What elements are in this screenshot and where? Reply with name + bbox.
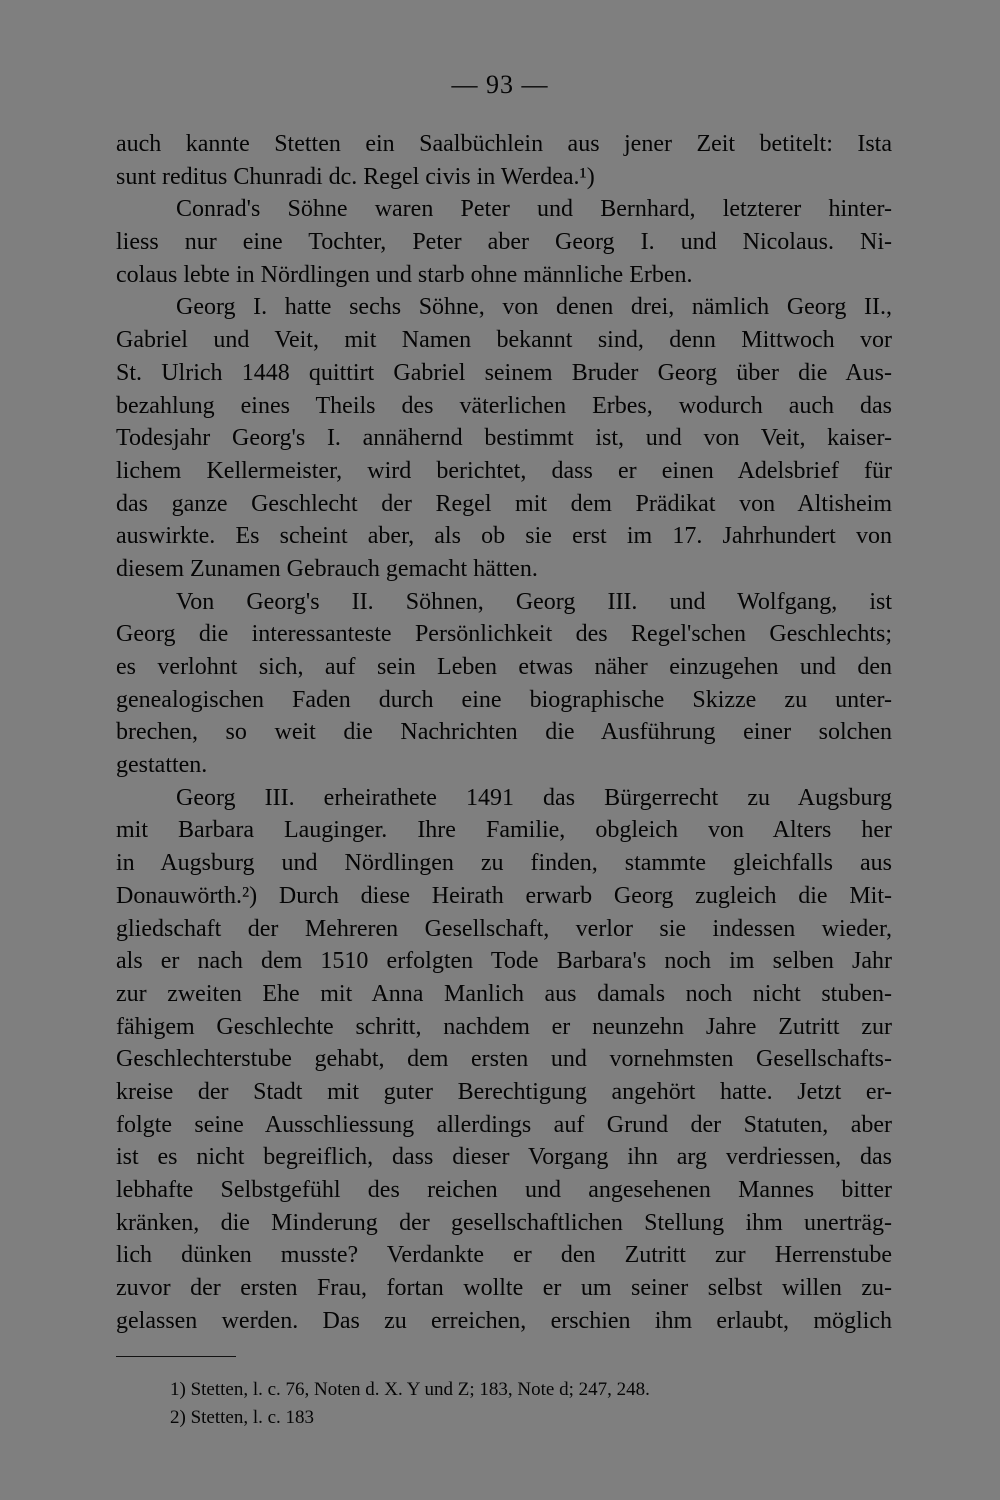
text-line: fähigem Geschlechte schritt, nachdem er neunzehn Jahre Zutritt zur bbox=[116, 1013, 892, 1040]
text-line: kreise der Stadt mit guter Berechtigung angehört hatte. Jetzt er- bbox=[116, 1078, 892, 1105]
text-line: diesem Zunamen Gebrauch gemacht hätten. bbox=[116, 555, 538, 582]
text-line: lich dünken musste? Verdankte er den Zutritt zur Herrenstube bbox=[116, 1242, 892, 1269]
text-line: sunt reditus Chunradi dc. Regel civis in Werdea.¹) bbox=[116, 163, 595, 190]
text-line: St. Ulrich 1448 quittirt Gabriel seinem Bruder Georg über die Aus- bbox=[116, 359, 892, 386]
text-line: Georg die interessanteste Persönlichkeit des Regel'schen Geschlechts; bbox=[116, 621, 892, 648]
text-line: brechen, so weit die Nachrichten die Ausführung einer solchen bbox=[116, 719, 892, 746]
text-line: lichem Kellermeister, wird berichtet, dass er einen Adelsbrief für bbox=[116, 457, 892, 484]
text-line: Georg I. hatte sechs Söhne, von denen drei, nämlich Georg II., bbox=[176, 294, 892, 321]
footnote: 2) Stetten, l. c. 183 bbox=[170, 1407, 315, 1428]
text-line: Conrad's Söhne waren Peter und Bernhard, letzterer hinter- bbox=[176, 196, 892, 223]
text-line: colaus lebte in Nördlingen und starb ohne männliche Erben. bbox=[116, 261, 693, 288]
text-line: bezahlung eines Theils des väterlichen Erbes, wodurch auch das bbox=[116, 392, 892, 419]
text-line: kränken, die Minderung der gesellschaftlichen Stellung ihm unerträg- bbox=[116, 1209, 892, 1236]
footnote-divider bbox=[116, 1356, 236, 1357]
text-line: Von Georg's II. Söhnen, Georg III. und Wolfgang, ist bbox=[176, 588, 892, 615]
text-line: Georg III. erheirathete 1491 das Bürgerrecht zu Augsburg bbox=[176, 784, 892, 811]
text-line: zuvor der ersten Frau, fortan wollte er um seiner selbst willen zu- bbox=[116, 1275, 892, 1302]
text-line: als er nach dem 1510 erfolgten Tode Barbara's noch im selben Jahr bbox=[116, 948, 892, 975]
text-line: das ganze Geschlecht der Regel mit dem Prädikat von Altisheim bbox=[116, 490, 892, 517]
text-line: Gabriel und Veit, mit Namen bekannt sind, denn Mittwoch vor bbox=[116, 327, 892, 354]
footnote: 1) Stetten, l. c. 76, Noten d. X. Y und Z; 183, Note d; 247, 248. bbox=[170, 1379, 650, 1400]
text-line: in Augsburg und Nördlingen zu finden, stammte gleichfalls aus bbox=[116, 850, 892, 877]
body-text bbox=[116, 128, 892, 1337]
footnotes bbox=[170, 1376, 890, 1432]
text-line: genealogischen Faden durch eine biographische Skizze zu unter- bbox=[116, 686, 892, 713]
page-number: — 93 — bbox=[451, 70, 549, 99]
text-line: ist es nicht begreiflich, dass dieser Vorgang ihn arg verdriessen, das bbox=[116, 1144, 892, 1171]
text-line: Todesjahr Georg's I. annähernd bestimmt ist, und von Veit, kaiser- bbox=[116, 425, 892, 452]
text-line: zur zweiten Ehe mit Anna Manlich aus damals noch nicht stuben- bbox=[116, 980, 892, 1007]
text-line: gliedschaft der Mehreren Gesellschaft, verlor sie indessen wieder, bbox=[116, 915, 892, 942]
text-line: Geschlechterstube gehabt, dem ersten und vornehmsten Gesellschafts- bbox=[116, 1046, 892, 1073]
text-line: folgte seine Ausschliessung allerdings auf Grund der Statuten, aber bbox=[116, 1111, 892, 1138]
text-line: liess nur eine Tochter, Peter aber Georg I. und Nicolaus. Ni- bbox=[116, 229, 892, 256]
text-line: Donauwörth.²) Durch diese Heirath erwarb Georg zugleich die Mit- bbox=[116, 882, 892, 909]
text-line: auswirkte. Es scheint aber, als ob sie erst im 17. Jahrhundert von bbox=[116, 523, 892, 550]
text-line: lebhafte Selbstgefühl des reichen und angesehenen Mannes bitter bbox=[116, 1177, 892, 1203]
text-line: auch kannte Stetten ein Saalbüchlein aus jener Zeit betitelt: Ista bbox=[116, 131, 892, 157]
text-line: es verlohnt sich, auf sein Leben etwas näher einzugehen und den bbox=[116, 654, 892, 680]
text-line: gestatten. bbox=[116, 752, 208, 779]
text-line: gelassen werden. Das zu erreichen, erschien ihm erlaubt, möglich bbox=[116, 1307, 892, 1334]
text-line: mit Barbara Lauginger. Ihre Familie, obgleich von Alters her bbox=[116, 817, 892, 844]
